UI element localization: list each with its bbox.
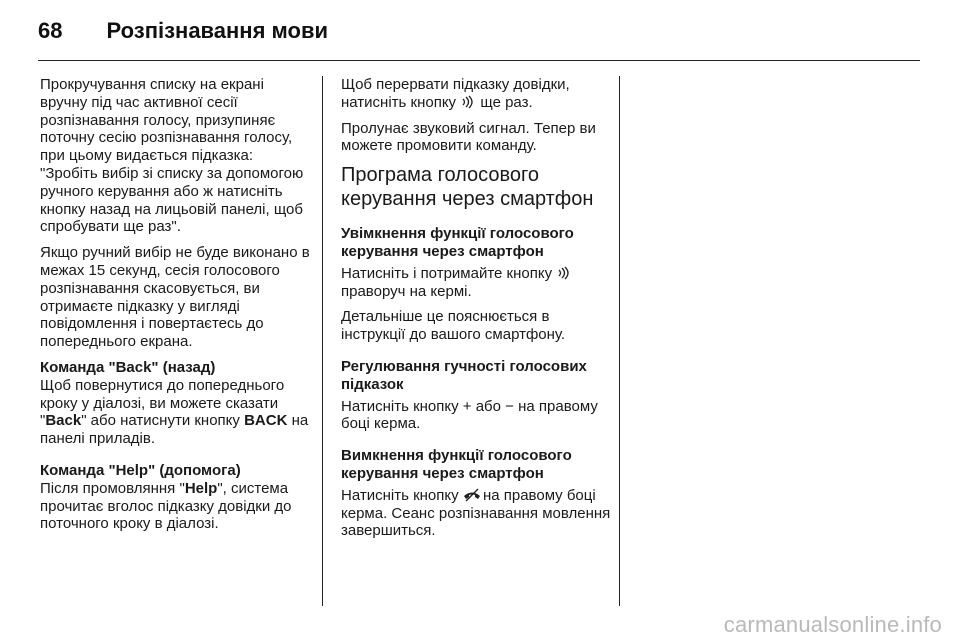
- heading-help-command: Команда "Help" (допомога): [40, 461, 241, 479]
- paragraph-beep: Пролунає звуковий сигнал. Тепер ви можете промовити команду.: [341, 119, 596, 155]
- header-rule: [38, 60, 920, 61]
- subheading-enable-voice: Увімкнення функції голосового керування через смартфон: [341, 225, 574, 260]
- plus-icon: +: [462, 397, 472, 415]
- column-divider-right: [619, 76, 620, 606]
- left-column: [40, 76, 312, 541]
- paragraph-details: Детальніше це пояснюється в інструкції до вашого смартфону.: [341, 308, 566, 344]
- paragraph-back-command: Щоб повернутися до попереднього кроку у діалозі, ви можете сказати "Back" або натиснути кнопку BACK на панелі приладів.: [40, 376, 309, 448]
- watermark: carmanualsonline.info: [723, 612, 942, 637]
- button-label-back: BACK: [244, 412, 288, 430]
- page-title: Розпізнавання мови: [106, 18, 329, 43]
- page-header: [38, 18, 328, 44]
- voice-command-icon: [556, 266, 572, 280]
- paragraph-help-command: Після промовляння "Help", система прочитає вголос підказку довідки до поточного кроку в діалозі.: [40, 479, 292, 533]
- paragraph-volume: Натисніть кнопку + або − на правому боці керма.: [341, 397, 598, 433]
- page-number: 68: [38, 18, 63, 43]
- subheading-volume: Регулювання гучності голосових підказок: [341, 357, 587, 393]
- paragraph-interrupt-help: Щоб перервати підказку довідки, натисніть кнопку ще раз.: [341, 76, 570, 111]
- paragraph-disable-voice: Натисніть кнопку на правому боці керма. Сеанс розпізнавання мовлення завершиться.: [341, 486, 611, 540]
- middle-column: [341, 76, 611, 548]
- heading-back-command: Команда "Back" (назад): [40, 358, 216, 376]
- column-divider-left: [322, 76, 323, 606]
- minus-icon: −: [505, 397, 514, 415]
- keyword-back: Back: [45, 412, 82, 430]
- voice-command-icon: [460, 95, 476, 109]
- paragraph-timeout: Якщо ручний вибір не буде виконано в межах 15 секунд, сесія голосового розпізнавання скасовується, ви отримаєте підказку у вигляді повідомлення і повертаєтесь до попереднього екрана.: [40, 244, 310, 351]
- section-heading-smartphone-voice: Програма голосового керування через смартфон: [341, 164, 594, 211]
- subheading-disable-voice: Вимкнення функції голосового керування через смартфон: [341, 447, 572, 482]
- phone-hangup-icon: [463, 488, 479, 502]
- paragraph-manual-scroll: Прокручування списку на екрані вручну під час активної сесії розпізнавання голосу, призупиняє поточну сесію розпізнавання голосу, при цьому видається підказка: "Зробіть вибір зі списку за допомогою ручного керування або ж натисніть кнопку назад на лицьовій панелі, щоб спробувати ще раз".: [40, 76, 304, 236]
- paragraph-enable-voice: Натисніть і потримайте кнопку праворуч на кермі.: [341, 265, 611, 301]
- keyword-help: Help: [184, 479, 218, 497]
